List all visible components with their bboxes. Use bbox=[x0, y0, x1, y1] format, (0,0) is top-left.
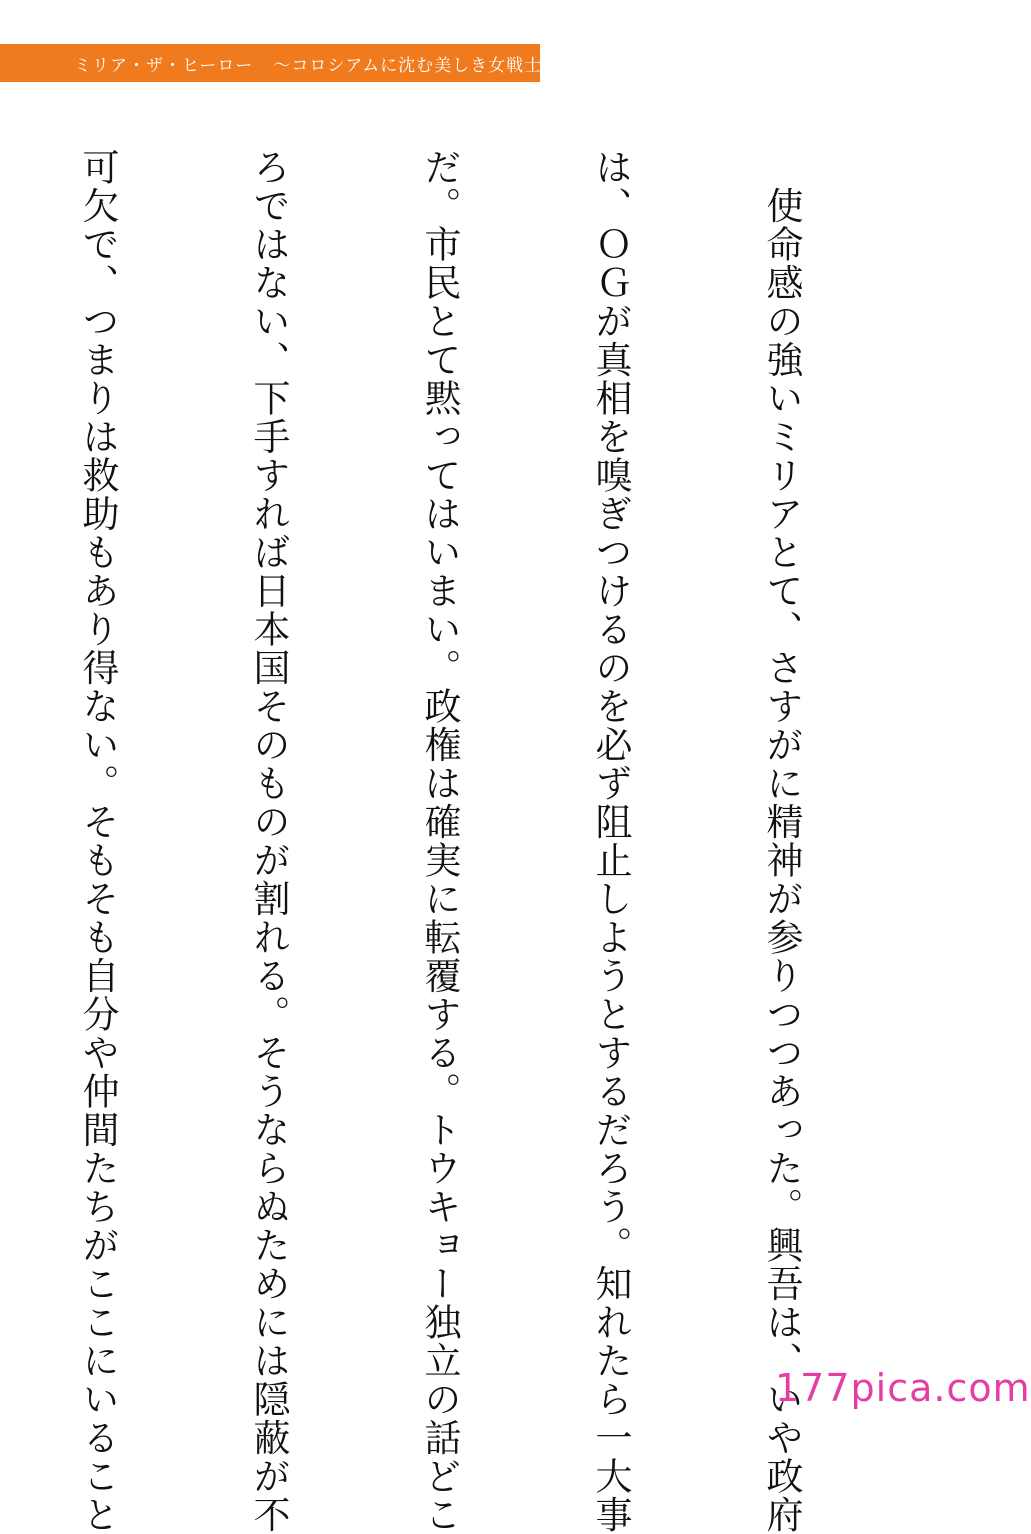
text-line: 使命感の強いミリアとて、さすがに精神が参りつつあった。興吾は、いや政府 bbox=[760, 148, 803, 1534]
text-line: ろではない、下手すれば日本国そのものが割れる。そうならぬためには隠蔽が不 bbox=[247, 148, 290, 1534]
book-subtitle: 〜コロシアムに沈む美しき女戦士たち〜 bbox=[273, 55, 597, 76]
header-bar bbox=[0, 44, 597, 82]
watermark-text: 177pica.com bbox=[775, 1366, 1031, 1410]
text-line: 可欠で、つまりは救助もあり得ない。そもそも自分や仲間たちがここにいること bbox=[76, 148, 119, 1534]
text-line: は、ＯＧが真相を嗅ぎつけるのを必ず阻止しようとするだろう。知れたら一大事 bbox=[589, 148, 632, 1534]
book-title: ミリア・ザ・ヒーロー bbox=[74, 55, 254, 76]
text-line: だ。市民とて黙ってはいまい。政権は確実に転覆する。トウキョー独立の話どこ bbox=[418, 148, 461, 1534]
